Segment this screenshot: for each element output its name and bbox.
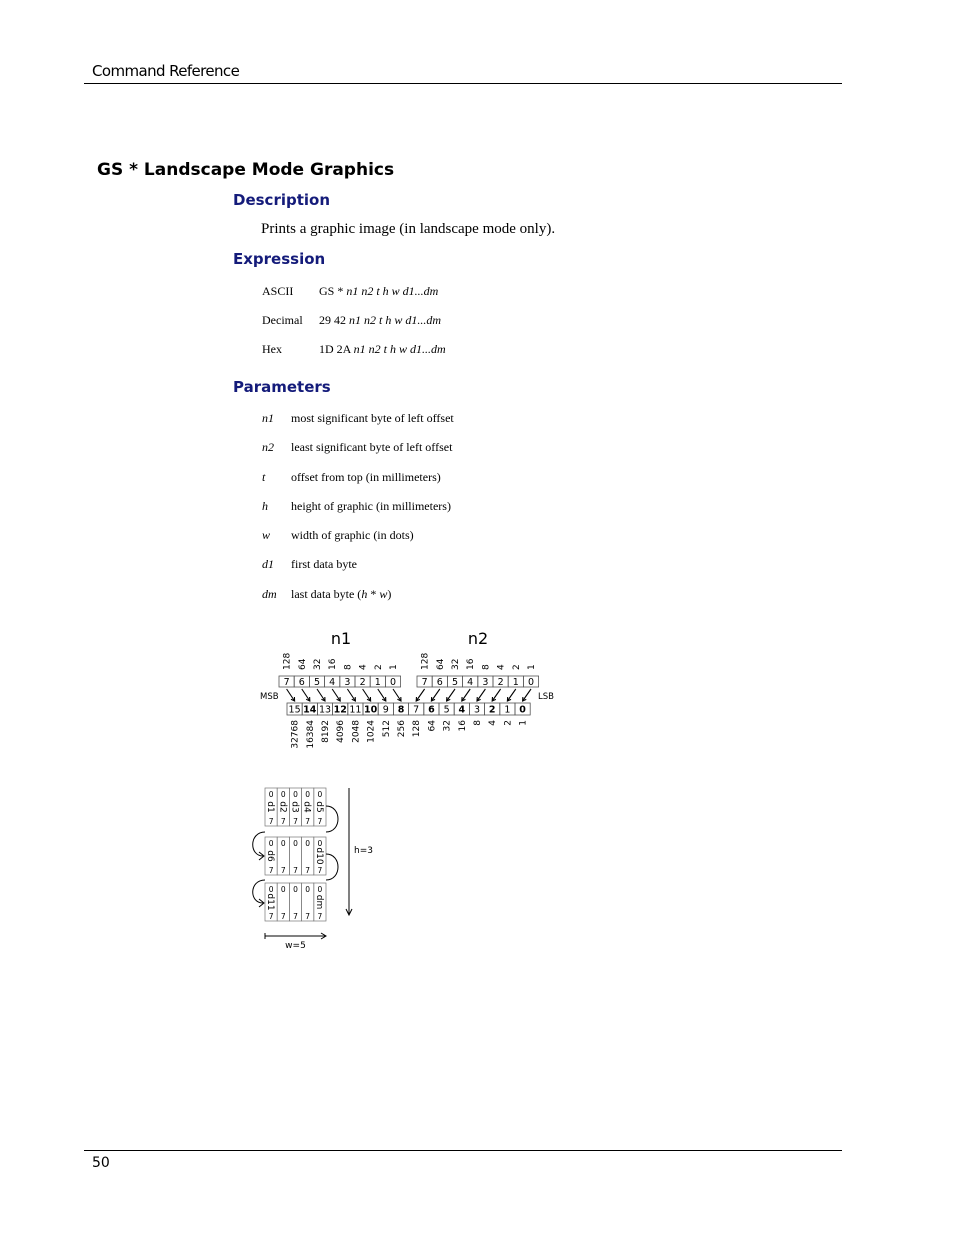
parameter-name: n2 <box>262 440 274 454</box>
word-weight-label: 32768 <box>290 720 301 749</box>
parameter-name: h <box>262 499 268 513</box>
word-bit-label: 5 <box>443 704 450 716</box>
expression-label: ASCII <box>262 284 294 298</box>
footer-rule <box>84 1150 842 1151</box>
parameter-desc: least significant byte of left offset <box>291 440 453 454</box>
byte-bit-label: 0 <box>527 677 535 688</box>
data-byte-label: d3 <box>289 801 300 813</box>
n2-label: n2 <box>467 629 489 648</box>
expression-heading: Expression <box>233 250 326 268</box>
byte-bit-label: 6 <box>298 677 305 688</box>
data-byte-top-bit: 0 <box>317 885 323 894</box>
data-byte-bottom-bit: 7 <box>280 912 286 921</box>
row-wrap-arrow <box>253 880 265 903</box>
byte-weight-label: 64 <box>297 658 308 670</box>
parameter-desc: offset from top (in millimeters) <box>291 470 441 484</box>
word-bit-label: 8 <box>397 704 405 716</box>
data-byte-bottom-bit: 7 <box>268 817 274 826</box>
word-weight-label: 128 <box>412 720 423 738</box>
data-byte-label: d1 <box>265 801 276 813</box>
byte-weight-label: 16 <box>466 658 477 670</box>
word-bit-label: 4 <box>458 704 466 716</box>
byte-weight-label: 32 <box>451 658 461 670</box>
byte-weight-label: 32 <box>313 658 323 670</box>
data-byte-bottom-bit: 7 <box>317 912 323 921</box>
data-byte-bottom-bit: 7 <box>305 912 311 921</box>
msb-label: MSB <box>260 692 279 702</box>
expression-args: n1 n2 t h w d1...dm <box>349 313 442 327</box>
word-weight-label: 4096 <box>336 720 347 743</box>
data-byte-label: d6 <box>265 850 276 862</box>
data-byte-top-bit: 0 <box>293 885 298 894</box>
data-byte-bottom-bit: 7 <box>305 817 311 826</box>
data-layout-diagram <box>245 782 385 954</box>
byte-weight-label: 128 <box>282 652 293 670</box>
section-title: GS * Landscape Mode Graphics <box>97 160 395 180</box>
byte-bit-label: 2 <box>359 677 366 688</box>
bit-mapping-arrow <box>393 689 401 701</box>
data-byte-bottom-bit: 7 <box>305 866 311 875</box>
word-weight-label: 2 <box>503 720 514 726</box>
row-connector <box>326 806 338 832</box>
page-number: 50 <box>92 1155 110 1171</box>
byte-bit-label: 5 <box>451 677 459 688</box>
data-byte-bottom-bit: 7 <box>280 866 286 875</box>
data-byte-top-bit: 0 <box>268 790 274 799</box>
word-weight-label: 256 <box>397 720 407 738</box>
parameter-desc: last data byte (h * w) <box>291 587 392 601</box>
word-weight-label: 8192 <box>321 720 331 743</box>
bit-mapping-arrow <box>347 689 355 701</box>
bit-mapping-arrow <box>431 689 439 701</box>
word-bit-label: 6 <box>428 704 435 716</box>
bit-mapping-arrow <box>378 689 386 701</box>
bit-mapping-arrow <box>492 689 500 701</box>
byte-weight-label: 2 <box>373 664 384 670</box>
data-byte-label: d4 <box>301 801 312 813</box>
byte-weight-label: 1 <box>389 664 399 670</box>
byte-bit-label: 4 <box>467 677 474 688</box>
n1-label: n1 <box>330 629 352 648</box>
byte-bit-label: 4 <box>329 677 336 688</box>
parameter-name: n1 <box>262 411 274 425</box>
parameter-desc: width of graphic (in dots) <box>291 528 414 542</box>
data-byte-top-bit: 0 <box>280 790 286 799</box>
byte-bit-label: 7 <box>283 677 290 688</box>
bit-mapping-arrow <box>416 689 424 701</box>
expression-prefix: 1D 2A <box>319 342 351 356</box>
bit-mapping-arrow <box>363 689 371 701</box>
bit-mapping-arrow <box>332 689 340 701</box>
data-byte-label: d2 <box>277 801 288 813</box>
data-byte-top-bit: 0 <box>280 885 286 894</box>
header-rule <box>84 83 842 84</box>
data-byte-top-bit: 0 <box>293 790 298 799</box>
data-byte-bottom-bit: 7 <box>293 912 298 921</box>
lsb-label: LSB <box>538 692 554 702</box>
bit-mapping-arrow <box>507 689 515 701</box>
word-weight-label: 8 <box>473 720 483 726</box>
byte-weight-label: 4 <box>496 664 507 670</box>
word-bit-label: 3 <box>473 704 481 716</box>
parameter-name: w <box>262 528 271 542</box>
data-byte-top-bit: 0 <box>280 839 286 848</box>
byte-bit-label: 0 <box>389 677 397 688</box>
height-label: h=3 <box>354 846 373 856</box>
bit-mapping-arrow <box>302 689 310 701</box>
word-bit-label: 1 <box>504 704 511 716</box>
bit-mapping-arrow <box>317 689 325 701</box>
data-byte-top-bit: 0 <box>268 839 274 848</box>
expression-prefix: GS * <box>319 284 344 298</box>
data-byte-top-bit: 0 <box>305 839 311 848</box>
word-weight-label: 64 <box>427 720 438 732</box>
byte-bit-label: 1 <box>512 677 519 688</box>
word-weight-label: 2048 <box>351 720 362 743</box>
expression-args: n1 n2 t h w d1...dm <box>353 342 446 356</box>
data-byte-top-bit: 0 <box>305 885 311 894</box>
byte-weight-label: 64 <box>435 658 446 670</box>
word-bit-label: 11 <box>349 704 362 716</box>
parameter-name: d1 <box>262 557 274 571</box>
byte-bit-label: 6 <box>436 677 443 688</box>
width-label: w=5 <box>285 941 306 951</box>
byte-bit-label: 3 <box>482 677 489 688</box>
word-weight-label: 1024 <box>366 720 377 743</box>
byte-bit-label: 1 <box>374 677 381 688</box>
data-byte-top-bit: 0 <box>293 839 298 848</box>
byte-weight-label: 2 <box>511 664 522 670</box>
word-bit-label: 14 <box>303 704 317 716</box>
bit-mapping-arrow <box>447 689 455 701</box>
parameter-desc: most significant byte of left offset <box>291 411 454 425</box>
data-byte-bottom-bit: 7 <box>317 866 323 875</box>
bit-mapping-arrow <box>523 689 531 701</box>
description-heading: Description <box>233 191 331 209</box>
byte-bit-label: 7 <box>421 677 428 688</box>
word-bit-label: 10 <box>363 704 378 716</box>
data-byte-label: d10 <box>313 847 324 865</box>
word-weight-label: 16384 <box>305 720 316 749</box>
byte-bit-label: 2 <box>497 677 504 688</box>
word-weight-label: 4 <box>488 720 499 726</box>
data-byte-label: d5 <box>313 801 324 813</box>
data-byte-bottom-bit: 7 <box>280 817 286 826</box>
word-bit-label: 15 <box>288 704 301 716</box>
word-weight-label: 512 <box>381 720 392 738</box>
word-bit-label: 2 <box>488 704 496 716</box>
bit-mapping-arrow <box>462 689 470 701</box>
bit-mapping-arrow <box>477 689 485 701</box>
bit-mapping-arrow <box>287 689 295 701</box>
word-bit-label: 7 <box>413 704 420 716</box>
word-bit-label: 0 <box>519 704 526 716</box>
data-byte-bottom-bit: 7 <box>268 866 274 875</box>
parameter-desc: first data byte <box>291 557 357 571</box>
row-connector <box>326 854 338 880</box>
expression-label: Hex <box>262 342 282 356</box>
word-bit-label: 12 <box>333 704 347 716</box>
expression-args: n1 n2 t h w d1...dm <box>346 284 439 298</box>
data-byte-bottom-bit: 7 <box>293 866 298 875</box>
parameters-heading: Parameters <box>233 378 331 396</box>
byte-weight-label: 16 <box>328 658 339 670</box>
data-byte-bottom-bit: 7 <box>317 817 323 826</box>
expression-prefix: 29 42 <box>319 313 346 327</box>
word-bit-label: 13 <box>318 704 332 716</box>
word-bit-label: 9 <box>382 704 389 716</box>
byte-weight-label: 8 <box>343 664 354 670</box>
data-byte-label: dm <box>313 894 324 910</box>
data-byte-top-bit: 0 <box>268 885 274 894</box>
data-byte-top-bit: 0 <box>305 790 311 799</box>
word-weight-label: 16 <box>457 720 468 732</box>
data-byte-top-bit: 0 <box>317 790 323 799</box>
word-weight-label: 32 <box>442 720 453 732</box>
byte-weight-label: 8 <box>481 664 492 670</box>
byte-bit-label: 5 <box>313 677 321 688</box>
data-byte-bottom-bit: 7 <box>268 912 274 921</box>
byte-weight-label: 4 <box>358 664 369 670</box>
data-byte-bottom-bit: 7 <box>293 817 298 826</box>
data-byte-top-bit: 0 <box>317 839 323 848</box>
bit-layout-diagram <box>255 622 565 757</box>
byte-bit-label: 3 <box>344 677 351 688</box>
word-weight-label: 1 <box>518 720 529 726</box>
page-header-title: Command Reference <box>92 62 240 80</box>
data-byte-label: d11 <box>265 893 276 911</box>
parameter-desc: height of graphic (in millimeters) <box>291 499 451 513</box>
description-text: Prints a graphic image (in landscape mode only). <box>261 221 556 237</box>
parameter-name: t <box>262 470 266 484</box>
byte-weight-label: 1 <box>527 664 537 670</box>
expression-label: Decimal <box>262 313 303 327</box>
parameter-name: dm <box>262 587 277 601</box>
byte-weight-label: 128 <box>420 652 431 670</box>
